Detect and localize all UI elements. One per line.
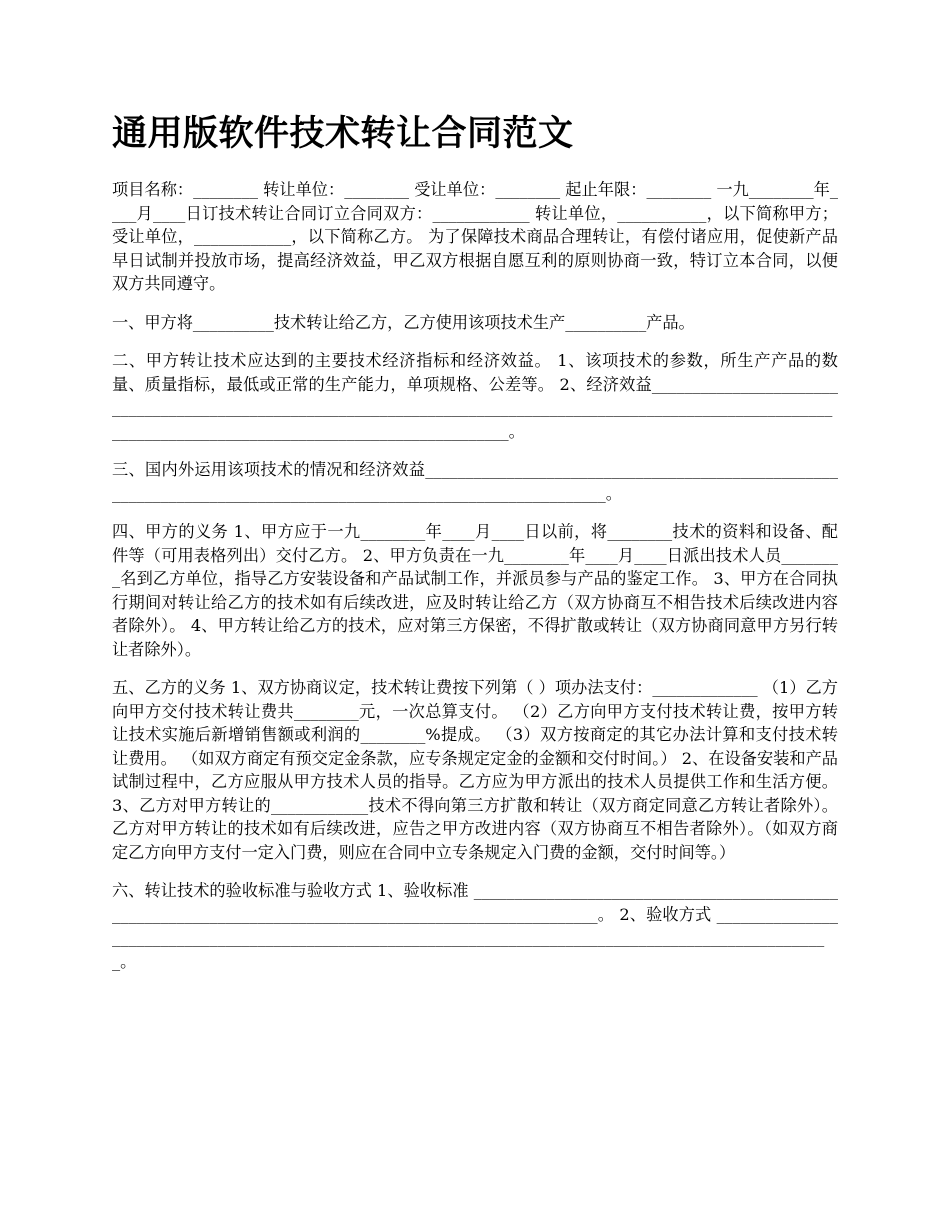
- paragraph-clause-2: 二、甲方转让技术应达到的主要技术经济指标和经济效益。 1、该项技术的参数，所生产产品的数量、质量指标，最低或正常的生产能力，单项规格、公差等。 2、经济效益_________________________________________________________________________________________________________________________________________________________________。: [112, 351, 838, 441]
- paragraph-clause-5: 五、乙方的义务 1、双方协商议定，技术转让费按下列第（ ）项办法支付：_____________ （1）乙方向甲方交付技术转让费共________元，一次总算支付。 （2）乙方向甲方支付技术转让费，按甲方转让技术实施后新增销售额或利润的________%提成。 （3）双方按商定的其它办法计算和支付技术转让费用。 （如双方商定有预交定金条款，应专条规定定金的金额和交付时间。） 2、在设备安装和产品试制过程中，乙方应服从甲方技术人员的指导。乙方应为甲方派出的技术人员提供工作和生活方便。 3、乙方对甲方转让的____________技术不得向第三方扩散和转让（双方商定同意乙方转让者除外）。乙方对甲方转让的技术如有后续改进，应告之甲方改进内容（双方协商互不相告者除外）。（如双方商定乙方向甲方支付一定入门费，则应在合同中立专条规定入门费的金额，交付时间等。）: [112, 678, 838, 862]
- paragraph-clause-3: 三、国内外运用该项技术的情况和经济效益________________________________________________________________________________________________________________。: [112, 460, 838, 503]
- paragraph-clause-4: 四、甲方的义务 1、甲方应于一九________年____月____日以前，将________技术的资料和设备、配件等（可用表格列出）交付乙方。 2、甲方负责在一九________年____月____日派出技术人员________名到乙方单位，指导乙方安装设备和产品试制工作，并派员参与产品的鉴定工作。 3、甲方在合同执行期间对转让给乙方的技术如有后续改进，应及时转让给乙方（双方协商互不相告技术后续改进内容者除外）。 4、甲方转让给乙方的技术，应对第三方保密，不得扩散或转让（双方协商同意甲方另行转让者除外）。: [112, 522, 838, 659]
- paragraph-intro: 项目名称：________ 转让单位：________ 受让单位：________ 起止年限：________ 一九________年____月____日订技术转让合同订立合同双方：____________ 转让单位，___________，以下简称甲方； 受让单位，____________，以下简称乙方。 为了保障技术商品合理转让，有偿付诸应用，促使新产品早日试制并投放市场，提高经济效益，甲乙双方根据自愿互利的原则协商一致，特订立本合同，以便双方共同遵守。: [112, 180, 838, 293]
- document-title: 通用版软件技术转让合同范文: [112, 114, 574, 154]
- paragraph-clause-1: 一、甲方将__________技术转让给乙方，乙方使用该项技术生产__________产品。: [112, 312, 695, 332]
- paragraph-clause-6: 六、转让技术的验收标准与验收方式 1、验收标准 _________________________________________________________________________________________________________。 2、验收方式 ________________________________________________________________________________________________________。: [112, 881, 838, 971]
